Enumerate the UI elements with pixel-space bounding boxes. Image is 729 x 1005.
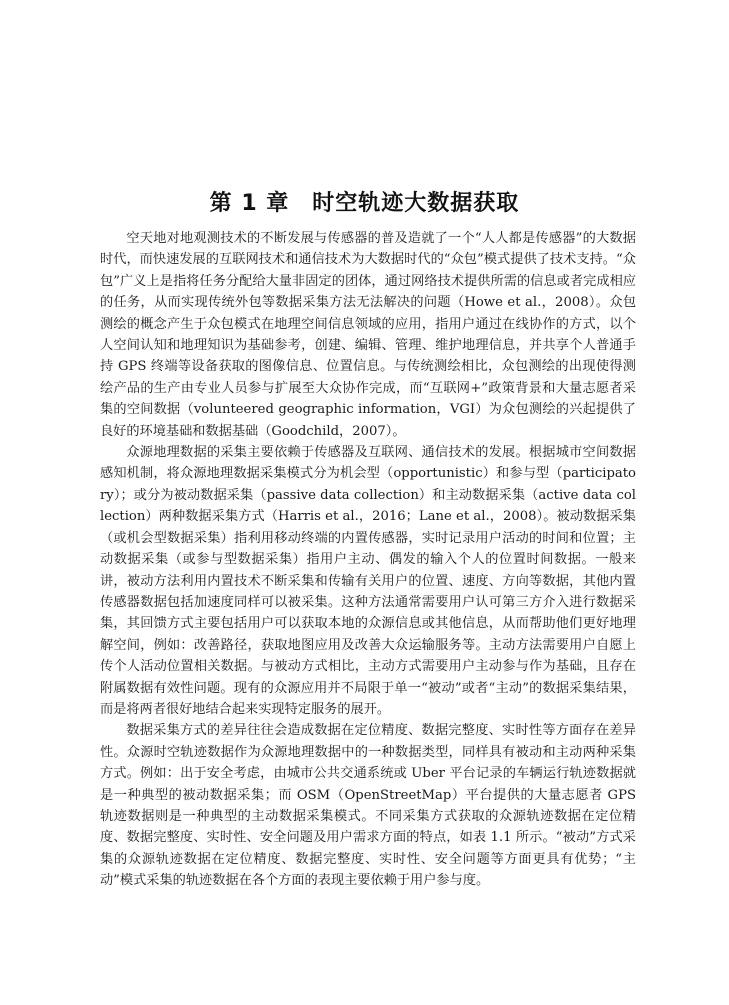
- body-text: [100, 228, 636, 892]
- paragraph: 空天地对地观测技术的不断发展与传感器的普及造就了一个“人人都是传感器”的大数据时代，而快速发展的互联网技术和通信技术为大数据时代的“众包”模式提供了技术支持。“众包”广义上是指将任务分配给大量非固定的团体，通过网络技术提供所需的信息或者完成相应的任务，从而实现传统外包等数据采集方法无法解决的问题（Howe et al.，2008）。众包测绘的概念产生于众包模式在地理空间信息领域的应用，指用户通过在线协作的方式，以个人空间认知和地理知识为基础参考，创建、编辑、管理、维护地理信息，并共享个人普通手持 GPS 终端等设备获取的图像信息、位置信息。与传统测绘相比，众包测绘的出现使得测绘产品的生产由专业人员参与扩展至大众协作完成，而“互联网+”政策背景和大量志愿者采集的空间数据（volunteered geographic information，VGI）为众包测绘的兴起提供了良好的环境基础和数据基础（Goodchild，2007）。: [100, 231, 636, 439]
- paragraph: 众源地理数据的采集主要依赖于传感器及互联网、通信技术的发展。根据城市空间数据感知机制，将众源地理数据采集模式分为机会型（opportunistic）和参与型（participatory）；或分为被动数据采集（passive data collection）和主动数据采集（active data collection）两种数据采集方式（Harris et al.，2016；Lane et al.，2008）。被动数据采集（或机会型数据采集）指利用移动终端的内置传感器，实时记录用户活动的时间和位置；主动数据采集（或参与型数据采集）指用户主动、偶发的输入个人的位置时间数据。一般来讲，被动方法利用内置技术不断采集和传输有关用户的位置、速度、方向等数据，其他内置传感器数据包括加速度同样可以被采集。这种方法通常需要用户认可第三方介入进行数据采集，其回馈方式主要包括用户可以获取本地的众源信息或其他信息，从而帮助他们更好地理解空间，例如：改善路径，获取地图应用及改善大众运输服务等。主动方法需要用户自愿上传个人活动位置相关数据。与被动方式相比，主动方式需要用户主动参与作为基础，且存在附属数据有效性问题。现有的众源应用并不局限于单一“被动”或者“主动”的数据采集结果，而是将两者很好地结合起来实现特定服务的展开。: [100, 445, 636, 717]
- paragraph: 数据采集方式的差异往往会造成数据在定位精度、数据完整度、实时性等方面存在差异性。众源时空轨迹数据作为众源地理数据中的一种数据类型，同样具有被动和主动两种采集方式。例如：出于安全考虑，由城市公共交通系统或 Uber 平台记录的车辆运行轨迹数据就是一种典型的被动数据采集；而 OSM（OpenStreetMap）平台提供的大量志愿者 GPS 轨迹数据则是一种典型的主动数据采集模式。不同采集方式获取的众源轨迹数据在定位精度、数据完整度、实时性、安全问题及用户需求方面的特点，如表 1.1 所示。“被动”方式采集的众源轨迹数据在定位精度、数据完整度、实时性、安全问题等方面更具有优势；“主动”模式采集的轨迹数据在各个方面的表现主要依赖于用户参与度。: [100, 723, 636, 889]
- chapter-title: 第 1 章 时空轨迹大数据获取: [209, 190, 520, 216]
